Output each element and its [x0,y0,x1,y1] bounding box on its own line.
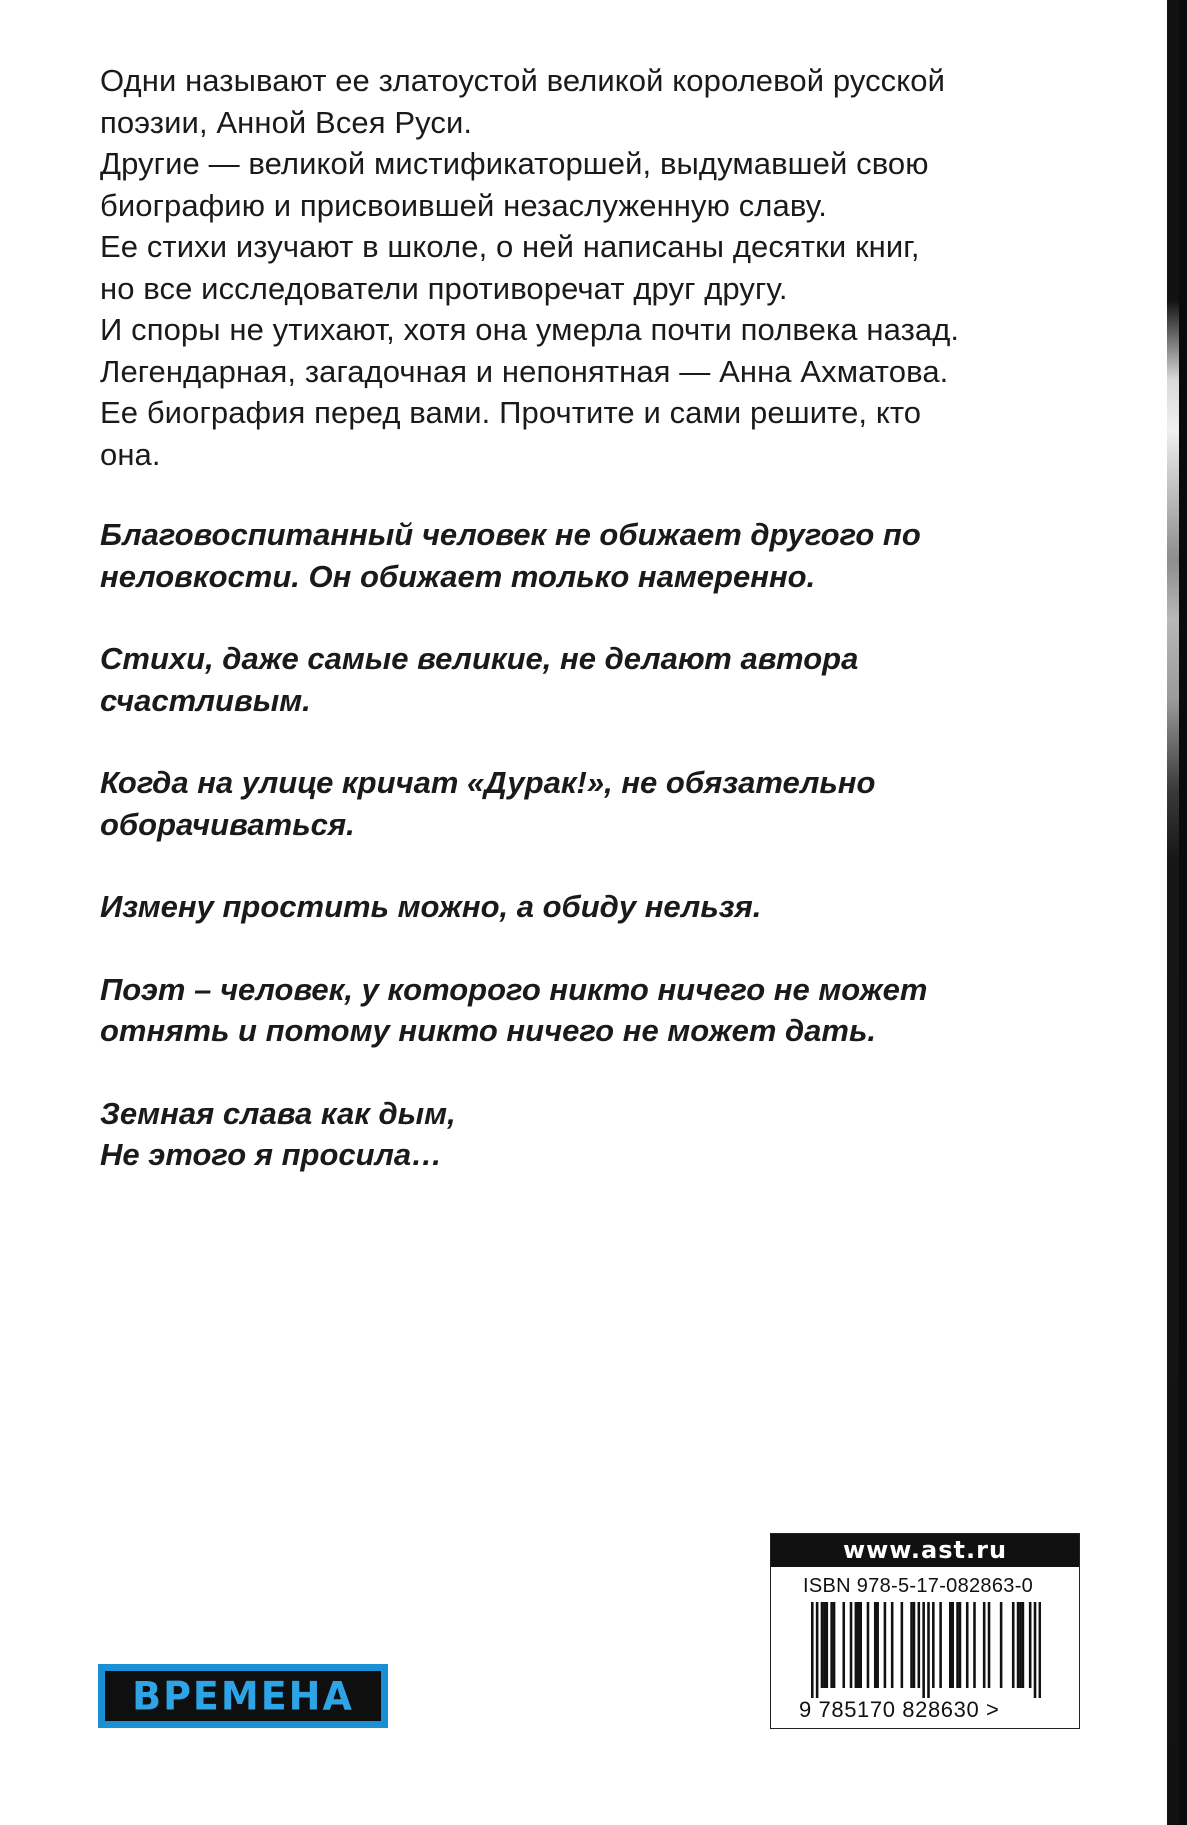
barcode-bar [956,1602,959,1688]
blurb-line: но все исследователи противоречат друг другу. [100,270,788,306]
barcode-bar [966,1602,969,1688]
quote-line: оборачиваться. [100,806,355,842]
quote-5 [100,969,1100,1052]
quote-line: счастливым. [100,682,311,718]
quote-line: Когда на улице кричат «Дурак!», не обязательно [100,765,876,800]
barcode-bar [1029,1602,1032,1688]
barcode-bar [830,1602,833,1688]
isbn-label: ISBN 978-5-17-082863-0 [803,1575,1034,1597]
barcode-bar [918,1602,921,1688]
quote-line: Поэт – человек, у которого никто ничего не может [100,971,928,1007]
barcode-bar [1017,1602,1020,1688]
barcode-bar [973,1602,976,1688]
barcode-bar [1000,1602,1003,1688]
quote-2 [100,638,1100,721]
barcode-bar [983,1602,986,1688]
barcode-bar [823,1602,826,1688]
barcode-bar [1012,1602,1015,1688]
barcode-bar [951,1602,954,1688]
imprint-logo-text: ВРЕМЕНА [132,1673,354,1719]
imprint-logo-panel [105,1671,381,1721]
barcode-block [770,1533,1080,1729]
barcode-bar [876,1602,879,1688]
quote-line: Земная слава как дым, [100,1095,456,1131]
barcode-bar [850,1602,853,1688]
blurb-line: Другие — великой мистификаторшей, выдумавшей свою [100,146,929,181]
barcode-bar [874,1602,877,1688]
barcode-bar [833,1602,836,1688]
ean-barcode [811,1602,1041,1698]
barcode-bar [855,1602,858,1688]
blurb-line: Ее стихи изучают в школе, о ней написаны десятки книг, [100,229,920,264]
blurb-line: поэзии, Анной Всея Руси. [100,104,473,140]
quote-1 [100,514,1100,597]
quote-line: Не этого я просила… [100,1137,443,1172]
barcode-bar [842,1602,845,1688]
barcode-bar [988,1602,991,1688]
blurb-line: биографию и присвоившей незаслуженную славу. [100,187,827,223]
quote-line: Стихи, даже самые великие, не делают автора [100,641,859,676]
barcode-bar [826,1602,829,1688]
barcode-bar [927,1602,930,1698]
barcode-bar [1034,1602,1037,1698]
barcode-bar [913,1602,916,1688]
barcode-bar [816,1602,819,1698]
barcode-bar [821,1602,824,1688]
barcode-bar [811,1602,814,1698]
barcode-bar [949,1602,952,1688]
blurb-line: она. [100,436,161,472]
quote-line: Измену простить можно, а обиду нельзя. [100,889,762,924]
barcode-bar [922,1602,925,1698]
barcode-bar [1019,1602,1022,1688]
barcode-bar [959,1602,962,1688]
quote-6 [100,1093,1100,1176]
blurb-line: Одни называют ее златоустой великой королевой русской [100,63,946,98]
blurb-line: Легендарная, загадочная и непонятная — Анна Ахматова. [100,353,949,389]
blurb-line: И споры не утихают, хотя она умерла почти полвека назад. [100,312,960,347]
barcode-bar [891,1602,894,1688]
barcode-bar [884,1602,887,1688]
cover-spine-edge [1179,0,1187,1825]
barcode-bar [910,1602,913,1688]
quotes-section [100,514,1100,1217]
barcode-bar [901,1602,904,1688]
book-blurb [100,60,1100,475]
quote-line: неловкости. Он обижает только намеренно. [100,558,816,594]
barcode-bar [867,1602,870,1688]
barcode-bar [1022,1602,1025,1688]
quote-4 [100,886,1100,928]
quote-line: отнять и потому никто ничего не может дать. [100,1013,876,1048]
barcode-bar [939,1602,942,1688]
barcode-bar [859,1602,862,1688]
barcode-bar [932,1602,935,1688]
imprint-logo [98,1664,388,1728]
barcode-digits: 9 785170 828630 > [799,1697,1000,1722]
barcode-bar [1039,1602,1041,1698]
blurb-line: Ее биография перед вами. Прочтите и сами решите, кто [100,395,922,430]
quote-line: Благовоспитанный человек не обижает другого по [100,517,921,552]
publisher-url: www.ast.ru [771,1534,1079,1567]
barcode-bar [857,1602,860,1688]
quote-3 [100,762,1100,845]
